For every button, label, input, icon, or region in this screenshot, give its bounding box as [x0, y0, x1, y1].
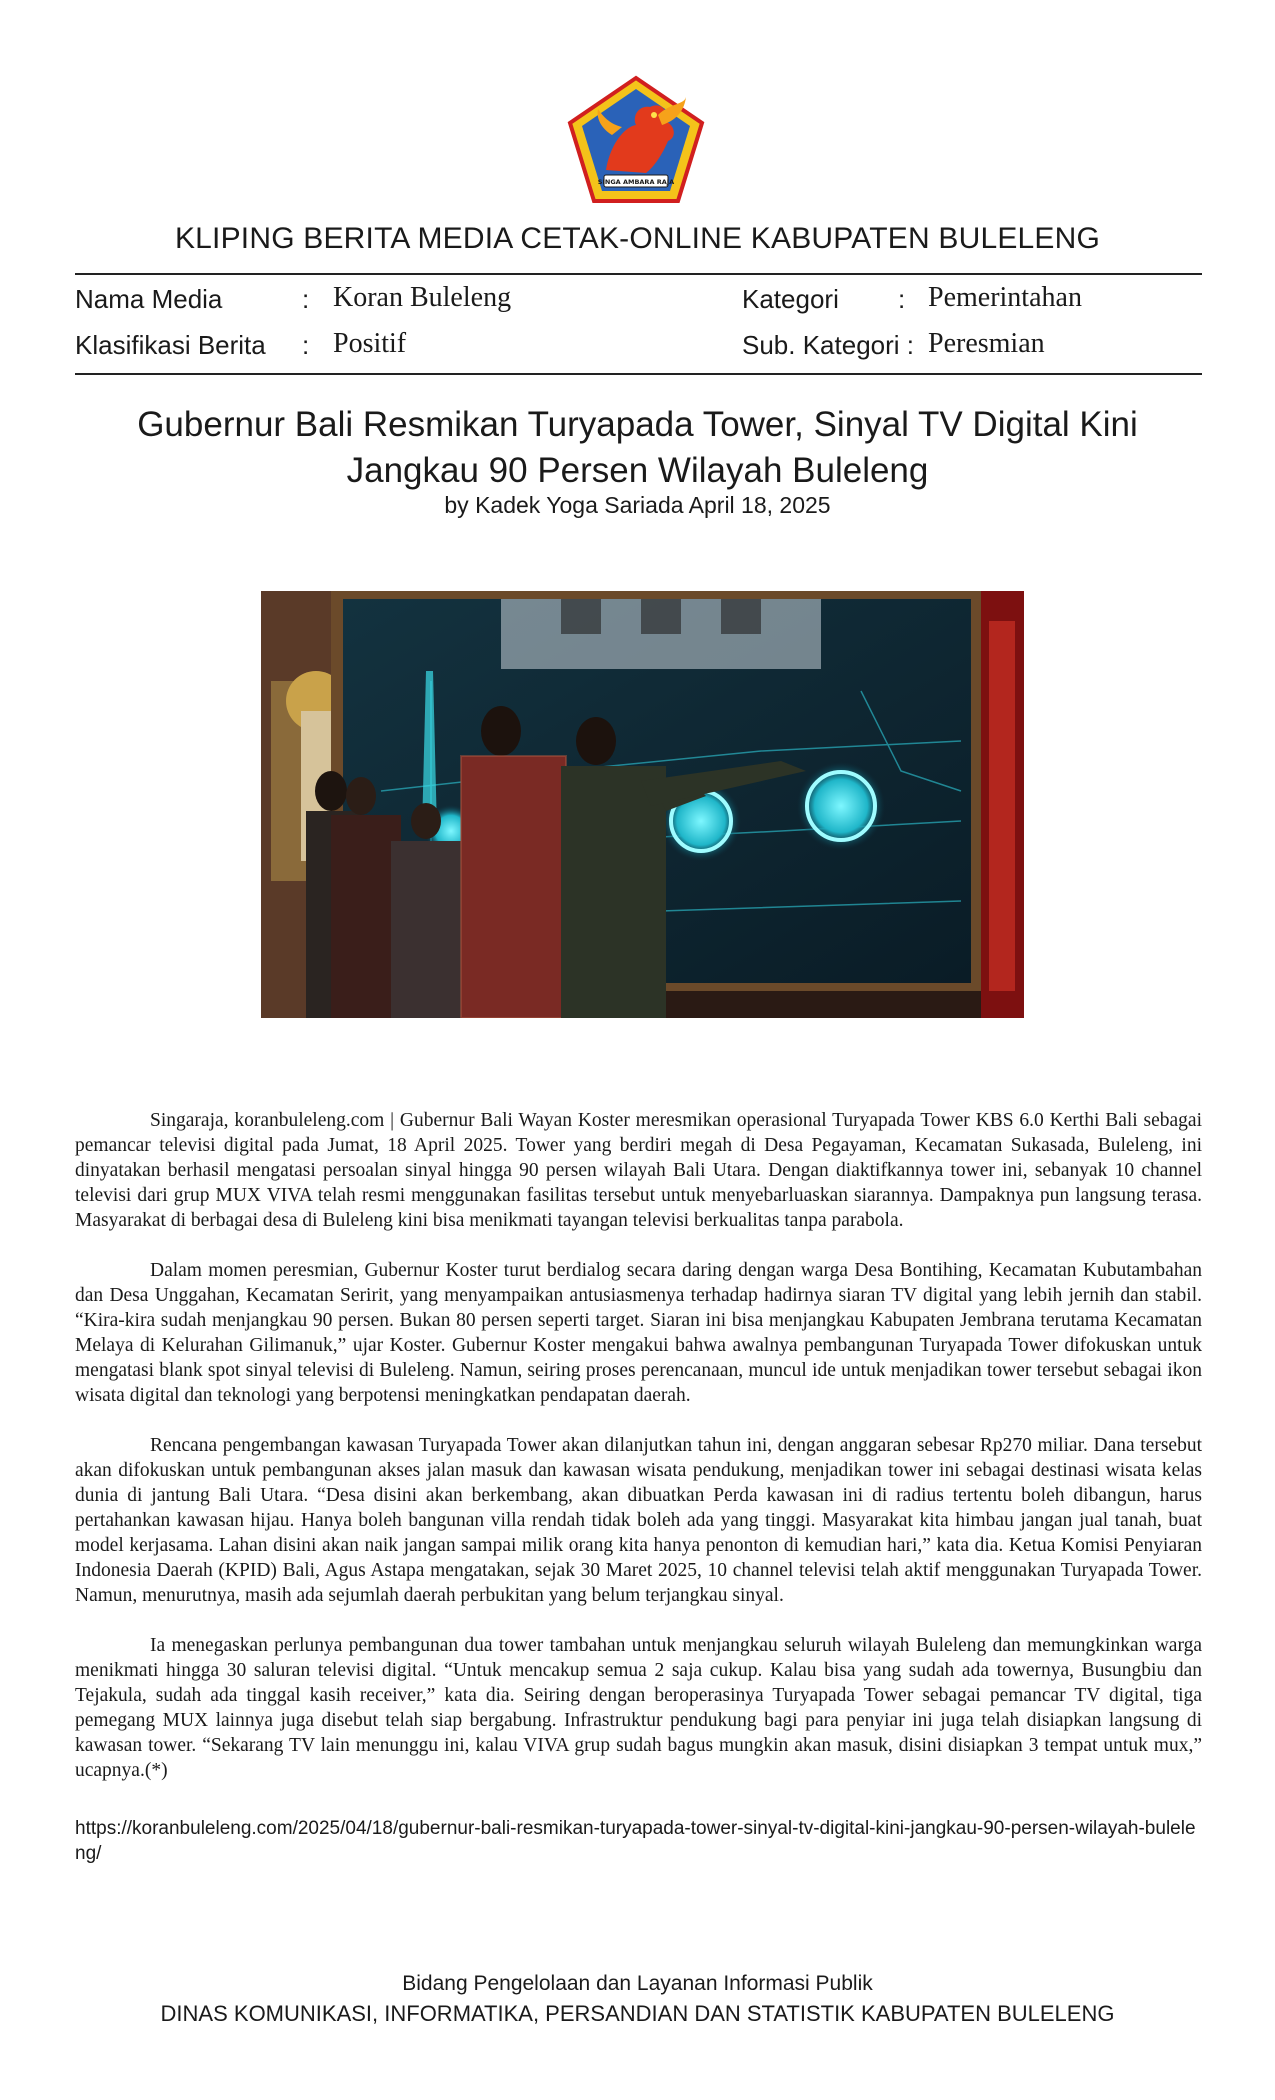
kategori-value: Pemerintahan: [928, 282, 1082, 313]
footer-department: Bidang Pengelolaan dan Layanan Informasi Publik: [402, 1972, 873, 1995]
page-title: KLIPING BERITA MEDIA CETAK-ONLINE KABUPATEN BULELENG: [174, 222, 1101, 255]
sub-kategori-label: Sub. Kategori :: [742, 330, 914, 360]
buleleng-crest-icon: [566, 75, 706, 205]
kategori-colon: :: [898, 284, 906, 314]
kategori-label: Kategori: [742, 284, 839, 314]
klasifikasi-colon: :: [302, 330, 310, 360]
klasifikasi-label: Klasifikasi Berita: [75, 330, 266, 360]
article-paragraph: Ia menegaskan perlunya pembangunan dua tower tambahan untuk menjangkau seluruh wilayah Buleleng dan memungkinkan warga menikmati hingga 30 saluran televisi digital. “Untuk mencakup semua 2 saja cukup. Kalau bisa yang sudah ada towernya, Busungbiu dan Tejakula, sudah ada tinggal kasih receiver,” kata dia. Seiring dengan beroperasinya Turyapada Tower sebagai pemancar TV digital, tiga pemegang MUX lainnya juga disebut telah siap bergabung. Infrastruktur pendukung bagi para penyiar ini juga telah disiapkan langsung di kawasan tower. “Sekarang TV lain menunggu ini, kalau VIVA grup sudah bagus mungkin akan masuk, disini disiapkan 3 tempat untuk mux,” ucapnya.(*): [75, 1635, 1202, 1781]
media-colon: :: [302, 284, 310, 314]
divider-top: [75, 273, 1202, 275]
media-label: Nama Media: [75, 284, 223, 314]
article-title: Gubernur Bali Resmikan Turyapada Tower, Sinyal TV Digital Kini Jangkau 90 Persen Wilayah Buleleng: [137, 405, 1138, 490]
media-value: Koran Buleleng: [333, 282, 512, 313]
article-paragraph: Dalam momen peresmian, Gubernur Koster turut berdialog secara daring dengan warga Desa Bontihing, Kecamatan Kubutambahan dan Desa Unggahan, Kecamatan Seririt, yang menyampaikan antusiasmenya terhadap hadirnya siaran TV digital yang lebih jernih dan stabil. “Kira-kira sudah menjangkau 90 persen. Bukan 80 persen seperti target. Siaran ini bisa menjangkau Kabupaten Jembrana terutama Kecamatan Melaya di Kelurahan Gilimanuk,” ujar Koster. Gubernur Koster mengakui bahwa awalnya pembangunan Turyapada Tower difokuskan untuk mengatasi blank spot sinyal televisi di Buleleng. Namun, seiring proses perencanaan, muncul ide untuk menjadikan tower tersebut sebagai ikon wisata digital dan teknologi yang berpotensi meningkatkan pendapatan daerah.: [75, 1260, 1202, 1406]
article-byline: by Kadek Yoga Sariada April 18, 2025: [444, 492, 831, 518]
divider-bottom: [75, 373, 1202, 375]
article-paragraph: Rencana pengembangan kawasan Turyapada Tower akan dilanjutkan tahun ini, dengan anggaran sebesar Rp270 miliar. Dana tersebut akan difokuskan untuk pembangunan akses jalan masuk dan kawasan wisata pendukung, menjadikan tower ini sebagai destinasi wisata kelas dunia di jantung Bali Utara. “Desa disini akan berkembang, akan dibuatkan Perda kawasan ini di radius tertentu boleh dibangun, harus pertahankan kawasan hijau. Hanya boleh bangunan villa rendah tidak boleh ada yang tinggi. Masyarakat kita himbau jangan jual tanah, buat model kerjasama. Lahan disini akan naik jangan sampai milik orang kita hanya penonton di kemudian hari,” kata dia. Ketua Komisi Penyiaran Indonesia Daerah (KPID) Bali, Agus Astapa mengatakan, sejak 30 Maret 2025, 10 channel televisi telah aktif menggunakan Turyapada Tower. Namun, menurutnya, masih ada sejumlah daerah perbukitan yang belum terjangkau sinyal.: [75, 1435, 1202, 1606]
source-url: https://koranbuleleng.com/2025/04/18/gubernur-bali-resmikan-turyapada-tower-sinyal-tv-digital-kini-jangkau-90-persen-wilayah-buleleng/: [75, 1818, 1196, 1864]
klasifikasi-value: Positif: [333, 328, 407, 359]
sub-kategori-value: Peresmian: [928, 328, 1045, 359]
photo-officials-touching-digital-screen: [261, 591, 1024, 1018]
footer-agency: DINAS KOMUNIKASI, INFORMATIKA, PERSANDIAN DAN STATISTIK KABUPATEN BULELENG: [160, 2001, 1115, 2026]
article-paragraph: Singaraja, koranbuleleng.com | Gubernur Bali Wayan Koster meresmikan operasional Turyapada Tower KBS 6.0 Kerthi Bali sebagai pemancar televisi digital pada Jumat, 18 April 2025. Tower yang berdiri megah di Desa Pegayaman, Kecamatan Sukasada, Buleleng, ini dinyatakan berhasil mengatasi persoalan sinyal hingga 90 persen wilayah Bali Utara. Dengan diaktifkannya tower ini, sebanyak 10 channel televisi dari grup MUX VIVA telah resmi menggunakan fasilitas tersebut untuk menyebarluaskan siarannya. Dampaknya pun langsung terasa. Masyarakat di berbagai desa di Buleleng kini bisa menikmati tayangan televisi berkualitas tanpa parabola.: [75, 1110, 1202, 1231]
crest-motto: SINGA AMBARA RAJA: [597, 178, 675, 186]
article-body: [75, 1108, 1202, 1808]
